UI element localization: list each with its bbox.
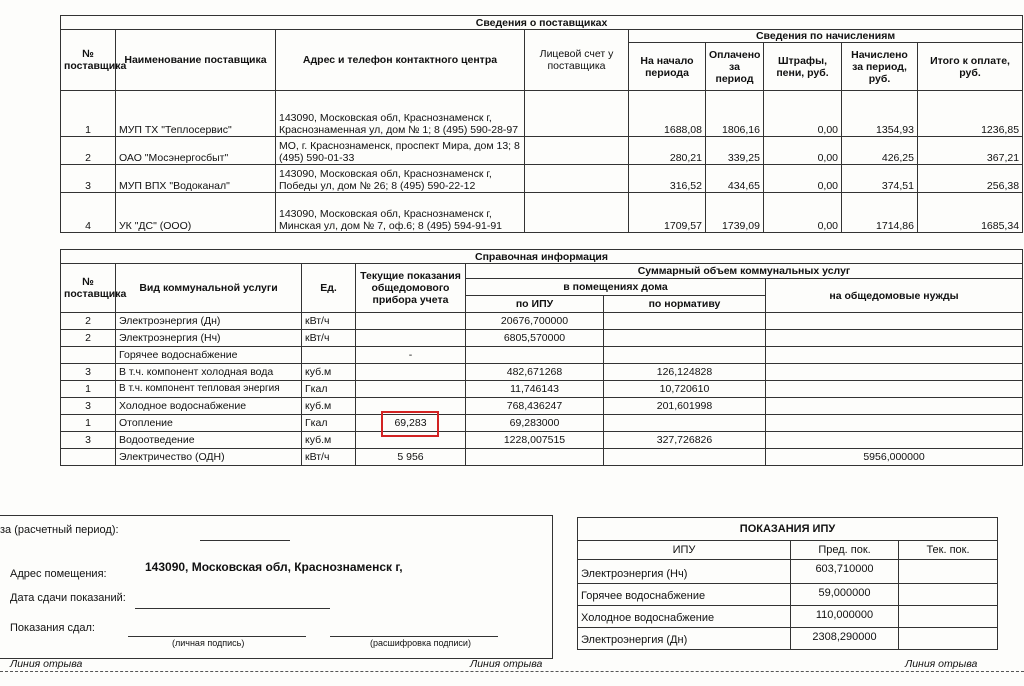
table-row (61, 432, 1023, 449)
ref-service: В т.ч. компонент тепловая энергия (116, 381, 302, 398)
ref-ipu: 482,671268 (466, 364, 604, 381)
supplier-account (525, 193, 629, 233)
suppliers-table (60, 15, 1023, 233)
header-charges-group: Сведения по начислениям (629, 30, 1023, 43)
highlight-box (381, 411, 439, 437)
ref-unit: Гкал (302, 415, 356, 432)
ref-ipu (466, 449, 604, 466)
ref-norm: 126,124828 (604, 364, 766, 381)
ref-common (766, 398, 1023, 415)
ref-service: Электроэнергия (Дн) (116, 313, 302, 330)
ipu-name: Электроэнергия (Нч) (578, 560, 791, 584)
header-supplier-name: Наименование поставщика (116, 30, 276, 91)
supplier-penalty: 0,00 (764, 193, 842, 233)
ipu-prev: 2308,290000 (791, 628, 899, 650)
ref-norm (604, 347, 766, 364)
supplier-paid: 1739,09 (706, 193, 764, 233)
submission-date-field[interactable] (135, 608, 330, 609)
table-row (61, 398, 1023, 415)
table-row (61, 347, 1023, 364)
supplier-accrued: 1354,93 (842, 91, 918, 137)
cut-line-label-right: Линия отрыва (905, 658, 978, 670)
ref-unit: куб.м (302, 432, 356, 449)
ref-norm (604, 330, 766, 347)
ipu-header-cur: Тек. пок. (899, 541, 998, 560)
ref-common (766, 347, 1023, 364)
ref-norm: 201,601998 (604, 398, 766, 415)
supplier-paid: 1806,16 (706, 91, 764, 137)
header-total: Итого к оплате, руб. (918, 43, 1023, 91)
ref-unit: кВт/ч (302, 330, 356, 347)
ipu-current-input[interactable] (899, 606, 998, 628)
submission-date-label: Дата сдачи показаний: (10, 592, 126, 604)
cut-line-label-middle: Линия отрыва (470, 658, 543, 670)
ref-ipu: 6805,570000 (466, 330, 604, 347)
ref-unit: куб.м (302, 398, 356, 415)
ref-common (766, 313, 1023, 330)
header-premises: в помещениях дома (466, 279, 766, 296)
supplier-address: МО, г. Краснознаменск, проспект Мира, дом 13; 8 (495) 590-01-33 (276, 137, 525, 165)
ipu-header-prev: Пред. пок. (791, 541, 899, 560)
header-accrued: Начислено за период, руб. (842, 43, 918, 91)
header-start: На начало периода (629, 43, 706, 91)
ref-ipu: 69,283000 (466, 415, 604, 432)
submitted-by-label: Показания сдал: (10, 622, 95, 634)
header-ref-no: № поставщика (61, 264, 116, 313)
ref-common (766, 364, 1023, 381)
suppliers-title: Сведения о поставщиках (61, 16, 1023, 30)
ref-no (61, 347, 116, 364)
ref-ipu: 11,746143 (466, 381, 604, 398)
ref-no: 1 (61, 381, 116, 398)
reference-title: Справочная информация (61, 250, 1023, 264)
ref-service: Электричество (ОДН) (116, 449, 302, 466)
supplier-address: 143090, Московская обл, Краснознаменск г, Минская ул, дом № 7, оф.6; 8 (495) 594-91-91 (276, 193, 525, 233)
header-supplier-no: № поставщика (61, 30, 116, 91)
table-row (578, 628, 998, 650)
ref-service: Отопление (116, 415, 302, 432)
ref-ipu: 768,436247 (466, 398, 604, 415)
signature-decode-field[interactable] (330, 636, 498, 637)
header-paid: Оплачено за период (706, 43, 764, 91)
supplier-account (525, 165, 629, 193)
header-common: на общедомовые нужды (766, 279, 1023, 313)
supplier-no: 4 (61, 193, 116, 233)
header-ipu: по ИПУ (466, 296, 604, 313)
cut-line-label-left: Линия отрыва (10, 658, 83, 670)
ref-meter: 5 956 (356, 449, 466, 466)
ref-meter (356, 330, 466, 347)
supplier-name: МУП ТХ "Теплосервис" (116, 91, 276, 137)
table-row (578, 606, 998, 628)
decode-caption: (расшифровка подписи) (370, 638, 471, 648)
ref-meter (356, 313, 466, 330)
ref-meter (356, 364, 466, 381)
header-address: Адрес и телефон контактного центра (276, 30, 525, 91)
supplier-row (61, 137, 1023, 165)
ref-norm: 10,720610 (604, 381, 766, 398)
header-meter: Текущие показания общедомового прибора учета (356, 264, 466, 313)
supplier-start: 316,52 (629, 165, 706, 193)
header-norm: по нормативу (604, 296, 766, 313)
ref-no: 3 (61, 398, 116, 415)
supplier-start: 1688,08 (629, 91, 706, 137)
ipu-current-input[interactable] (899, 628, 998, 650)
supplier-address: 143090, Московская обл, Краснознаменск г, Победы ул, дом № 26; 8 (495) 590-22-12 (276, 165, 525, 193)
address-label: Адрес помещения: (10, 568, 107, 580)
supplier-accrued: 426,25 (842, 137, 918, 165)
ref-ipu: 20676,700000 (466, 313, 604, 330)
ref-service: Электроэнергия (Нч) (116, 330, 302, 347)
ipu-prev: 110,000000 (791, 606, 899, 628)
signature-field[interactable] (128, 636, 306, 637)
period-label: за (расчетный период): (0, 524, 119, 536)
supplier-address: 143090, Московская обл, Краснознаменск г, Краснознаменная ул, дом № 1; 8 (495) 590-28-97 (276, 91, 525, 137)
supplier-start: 280,21 (629, 137, 706, 165)
supplier-penalty: 0,00 (764, 91, 842, 137)
table-row (61, 313, 1023, 330)
period-field[interactable] (200, 540, 290, 541)
ref-norm (604, 313, 766, 330)
ipu-prev: 603,710000 (791, 560, 899, 584)
header-account: Лицевой счет у поставщика (525, 30, 629, 91)
table-row (61, 381, 1023, 398)
supplier-start: 1709,57 (629, 193, 706, 233)
ref-unit: куб.м (302, 364, 356, 381)
supplier-paid: 339,25 (706, 137, 764, 165)
ref-no: 2 (61, 313, 116, 330)
ref-meter: - (356, 347, 466, 364)
ref-unit: Гкал (302, 381, 356, 398)
supplier-total: 256,38 (918, 165, 1023, 193)
ref-meter: 69,283 (394, 417, 427, 429)
ref-norm: 327,726826 (604, 432, 766, 449)
table-row (61, 415, 1023, 432)
header-penalty: Штрафы, пени, руб. (764, 43, 842, 91)
supplier-account (525, 91, 629, 137)
supplier-account (525, 137, 629, 165)
ipu-header-name: ИПУ (578, 541, 791, 560)
table-row (578, 584, 998, 606)
ref-norm (604, 415, 766, 432)
meter-reading-form (0, 515, 553, 659)
ref-common: 5956,000000 (766, 449, 1023, 466)
ref-service: Холодное водоснабжение (116, 398, 302, 415)
supplier-paid: 434,65 (706, 165, 764, 193)
supplier-row (61, 91, 1023, 137)
supplier-row (61, 165, 1023, 193)
supplier-no: 3 (61, 165, 116, 193)
ref-service: Водоотведение (116, 432, 302, 449)
supplier-no: 2 (61, 137, 116, 165)
ipu-name: Холодное водоснабжение (578, 606, 791, 628)
cut-line (0, 671, 1024, 672)
ref-unit: кВт/ч (302, 313, 356, 330)
ref-common (766, 432, 1023, 449)
table-row (578, 560, 998, 584)
reference-table (60, 249, 1023, 466)
ref-ipu: 1228,007515 (466, 432, 604, 449)
supplier-penalty: 0,00 (764, 137, 842, 165)
supplier-total: 367,21 (918, 137, 1023, 165)
ref-no: 1 (61, 415, 116, 432)
ref-no: 3 (61, 364, 116, 381)
supplier-accrued: 374,51 (842, 165, 918, 193)
ref-common (766, 415, 1023, 432)
ipu-title: ПОКАЗАНИЯ ИПУ (578, 518, 998, 541)
ref-unit (302, 347, 356, 364)
ipu-readings-table (577, 517, 998, 650)
supplier-accrued: 1714,86 (842, 193, 918, 233)
supplier-penalty: 0,00 (764, 165, 842, 193)
ref-no: 3 (61, 432, 116, 449)
ref-common (766, 330, 1023, 347)
supplier-total: 1236,85 (918, 91, 1023, 137)
ref-common (766, 381, 1023, 398)
supplier-name: УК "ДС" (ООО) (116, 193, 276, 233)
ipu-current-input[interactable] (899, 584, 998, 606)
ref-no: 2 (61, 330, 116, 347)
signature-caption: (личная подпись) (172, 638, 245, 648)
ref-ipu (466, 347, 604, 364)
supplier-name: МУП ВПХ "Водоканал" (116, 165, 276, 193)
table-row (61, 364, 1023, 381)
supplier-no: 1 (61, 91, 116, 137)
ref-service: В т.ч. компонент холодная вода (116, 364, 302, 381)
supplier-total: 1685,34 (918, 193, 1023, 233)
ipu-prev: 59,000000 (791, 584, 899, 606)
supplier-row (61, 193, 1023, 233)
header-service: Вид коммунальной услуги (116, 264, 302, 313)
header-volume-group: Суммарный объем коммунальных услуг (466, 264, 1023, 279)
ipu-name: Горячее водоснабжение (578, 584, 791, 606)
ref-meter (356, 381, 466, 398)
ref-meter-highlighted (356, 415, 466, 432)
ref-no (61, 449, 116, 466)
header-unit: Ед. (302, 264, 356, 313)
ipu-name: Электроэнергия (Дн) (578, 628, 791, 650)
ipu-current-input[interactable] (899, 560, 998, 584)
ref-unit: кВт/ч (302, 449, 356, 466)
table-row (61, 330, 1023, 347)
supplier-name: ОАО "Мосэнергосбыт" (116, 137, 276, 165)
table-row (61, 449, 1023, 466)
ref-service: Горячее водоснабжение (116, 347, 302, 364)
address-value: 143090, Московская обл, Краснознаменск г, (145, 560, 403, 574)
ref-norm (604, 449, 766, 466)
